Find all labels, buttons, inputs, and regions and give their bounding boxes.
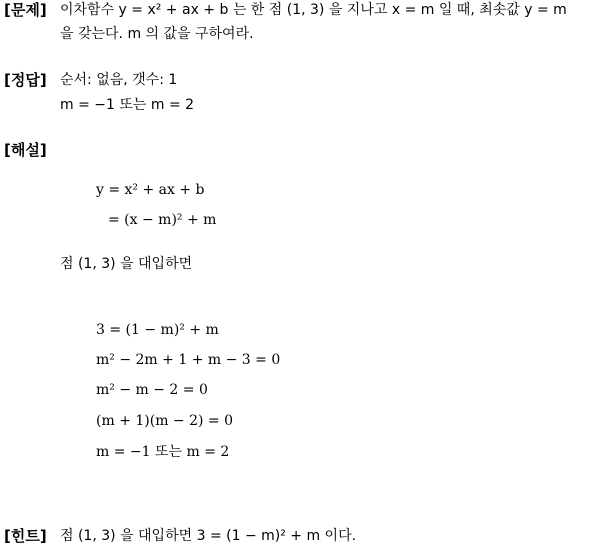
hint-label: [힌트] — [4, 527, 47, 545]
solution-step-5: m = −1 또는 m = 2 — [96, 444, 230, 460]
problem-line-1: 이차함수 y = x² + ax + b 는 한 점 (1, 3) 을 지나고 x = m 일 때, 최솟값 y = m — [60, 2, 567, 18]
solution-step-4: (m + 1)(m − 2) = 0 — [96, 413, 234, 429]
solution-label: [해설] — [4, 141, 47, 159]
solution-equation-1: y = x² + ax + b — [96, 182, 205, 198]
solution-equation-2: = (x − m)² + m — [108, 212, 217, 228]
answer-label: [정답] — [4, 71, 47, 89]
problem-label: [문제] — [4, 1, 47, 19]
solution-substitute-text: 점 (1, 3) 을 대입하면 — [60, 256, 193, 272]
answer-line-1: 순서: 없음, 갯수: 1 — [60, 72, 178, 88]
problem-line-2: 을 갖는다. m 의 값을 구하여라. — [60, 26, 254, 42]
solution-step-3: m² − m − 2 = 0 — [96, 382, 208, 398]
hint-text: 점 (1, 3) 을 대입하면 3 = (1 − m)² + m 이다. — [60, 528, 357, 544]
answer-line-2: m = −1 또는 m = 2 — [60, 97, 195, 113]
solution-step-1: 3 = (1 − m)² + m — [96, 322, 219, 338]
solution-step-2: m² − 2m + 1 + m − 3 = 0 — [96, 352, 281, 368]
